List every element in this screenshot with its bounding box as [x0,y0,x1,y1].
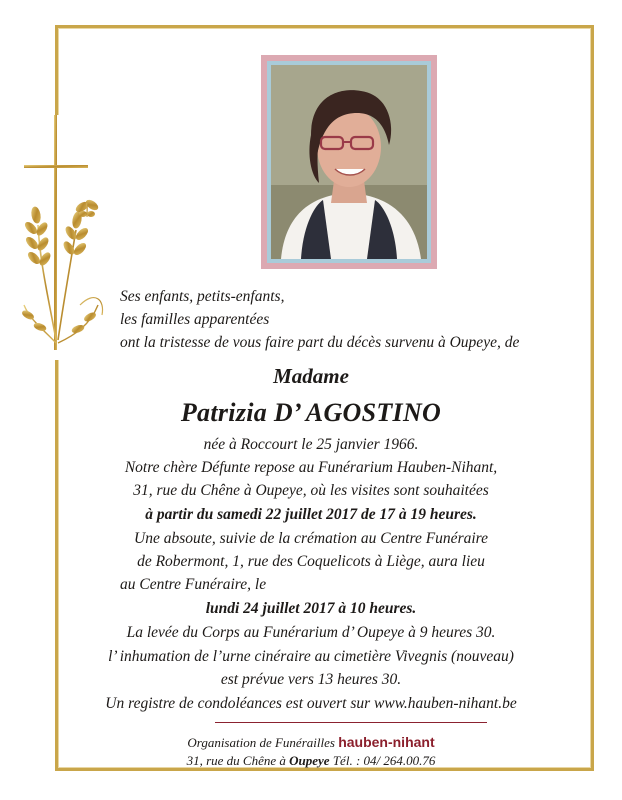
deceased-name: Patrizia D’ AGOSTINO [180,398,442,427]
inhumation-line-1: l’ inhumation de l’urne cinéraire au cimetière Vivegnis (nouveau) [108,648,514,665]
inhumation-line-2: est prévue vers 13 heures 30. [220,671,402,688]
levee-line: La levée du Corps au Funérarium d’ Oupeye à 9 heures 30. [126,624,496,641]
absoute-line-2: de Robermont, 1, rue des Coquelicots à Liège, aura lieu [137,553,485,570]
intro-line-3: ont la tristesse de vous faire part du décès survenu à Oupeye, de [120,334,520,351]
portrait-photo [271,65,427,259]
address-town: Oupeye [289,753,330,768]
wheat-icon [21,206,102,343]
footer-address [0,752,622,770]
register-line: Un registre de condoléances est ouvert sur www.hauben-nihant.be [105,695,517,712]
address-phone: Tél. : 04/ 264.00.76 [332,753,436,768]
ceremony-date: lundi 24 juillet 2017 à 10 heures. [205,600,417,617]
footer-divider [215,722,487,723]
absoute-line-1: Une absoute, suivie de la crémation au Centre Funéraire [134,530,488,547]
brand-logo-text: hauben-nihant [338,734,435,750]
rest-line-1: Notre chère Défunte repose au Funérarium Hauben-Nihant, [124,459,498,476]
visits-line: à partir du samedi 22 juillet 2017 de 17 à 19 heures. [145,506,477,523]
footer-organisation [0,733,622,752]
organisation-label: Organisation de Funérailles [187,735,335,750]
deceased-title: Madame [273,364,349,388]
rest-line-2: 31, rue du Chêne à Oupeye, où les visites sont souhaitées [133,482,489,499]
portrait-frame [261,55,437,269]
intro-line-2: les familles apparentées [120,311,270,328]
address-street: 31, rue du Chêne à [186,753,286,768]
intro-line-1: Ses enfants, petits-enfants, [120,288,285,305]
cross-wheat-ornament [20,115,112,365]
birth-line: née à Roccourt le 25 janvier 1966. [203,436,419,453]
absoute-line-3: au Centre Funéraire, le [120,576,267,593]
